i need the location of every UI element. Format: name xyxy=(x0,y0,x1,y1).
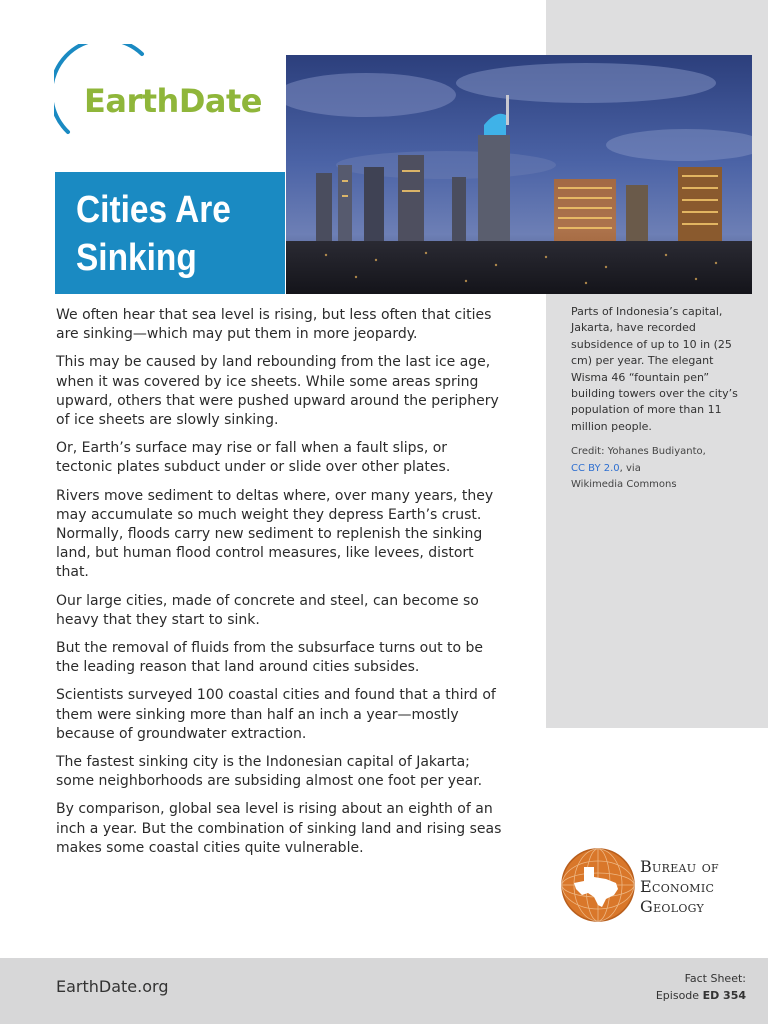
publisher-logo xyxy=(560,845,750,925)
brand-name: EarthDate xyxy=(84,82,262,120)
city-skyline-photo xyxy=(286,55,752,294)
photo-credit xyxy=(571,444,746,494)
title-line-1: Cities Are xyxy=(76,189,231,231)
episode-label: Episode ED 354 xyxy=(655,989,746,1002)
episode-code: ED 354 xyxy=(702,989,746,1002)
paragraph: But the removal of fluids from the subsurface turns out to be the leading reason that land around cities subsides. xyxy=(56,640,484,676)
paragraph: Rivers move sediment to deltas where, over many years, they may accumulate so much weight they depress Earth’s crust. Normally, floods carry new sediment to replenish the sinking land, but human flood control measures, like levees, distort that. xyxy=(56,487,494,581)
paragraph: The fastest sinking city is the Indonesian capital of Jakarta; some neighborhoods are subsiding almost one foot per year. xyxy=(56,754,483,790)
publisher-line-3: Geology xyxy=(640,897,705,916)
license-link[interactable]: CC BY 2.0 xyxy=(571,462,620,474)
credit-prefix: Credit: Yohanes Budiyanto, xyxy=(571,446,706,457)
sheet-label: Fact Sheet: xyxy=(684,972,746,985)
texas-globe-icon xyxy=(560,845,638,925)
page-footer xyxy=(0,958,768,1024)
publisher-line-1: Bureau of xyxy=(640,857,719,876)
earthdate-logo xyxy=(54,44,284,144)
article-body xyxy=(56,306,506,867)
site-url-link[interactable]: EarthDate.org xyxy=(56,977,169,996)
publisher-name xyxy=(640,857,750,917)
paragraph: Our large cities, made of concrete and steel, can become so heavy that they start to sink. xyxy=(56,592,479,628)
publisher-line-2: Economic xyxy=(640,877,715,896)
skyline-illustration xyxy=(286,55,752,294)
paragraph: We often hear that sea level is rising, but less often that cities are sinking—which may put them in more jeopardy. xyxy=(56,307,492,343)
paragraph: Or, Earth’s surface may rise or fall when a fault slips, or tectonic plates subduct under or slide over other plates. xyxy=(56,440,451,476)
paragraph: By comparison, global sea level is rising about an eighth of an inch a year. But the combination of sinking land and rising seas makes some coastal cities quite vulnerable. xyxy=(56,801,502,856)
credit-source: Wikimedia Commons xyxy=(571,479,677,490)
page-title xyxy=(76,186,252,282)
title-line-2: Sinking xyxy=(76,237,197,279)
photo-caption: Parts of Indonesia’s capital, Jakarta, have recorded subsidence of up to 10 in (25 cm) per year. The elegant Wisma 46 “fountain pen” building towers over the city’s population of more than 11 million people. xyxy=(571,305,738,433)
credit-suffix: , via xyxy=(619,462,641,474)
title-box xyxy=(55,172,285,294)
paragraph: Scientists surveyed 100 coastal cities and found that a third of them were sinking more than half an inch a year—mostly because of groundwater extraction. xyxy=(56,687,496,742)
fact-sheet-label xyxy=(656,970,746,1004)
paragraph: This may be caused by land rebounding from the last ice age, when it was covered by ice sheets. While some areas spring upward, others that were pushed upward around the periphery of ice sheets are slowly sinking. xyxy=(56,354,499,429)
